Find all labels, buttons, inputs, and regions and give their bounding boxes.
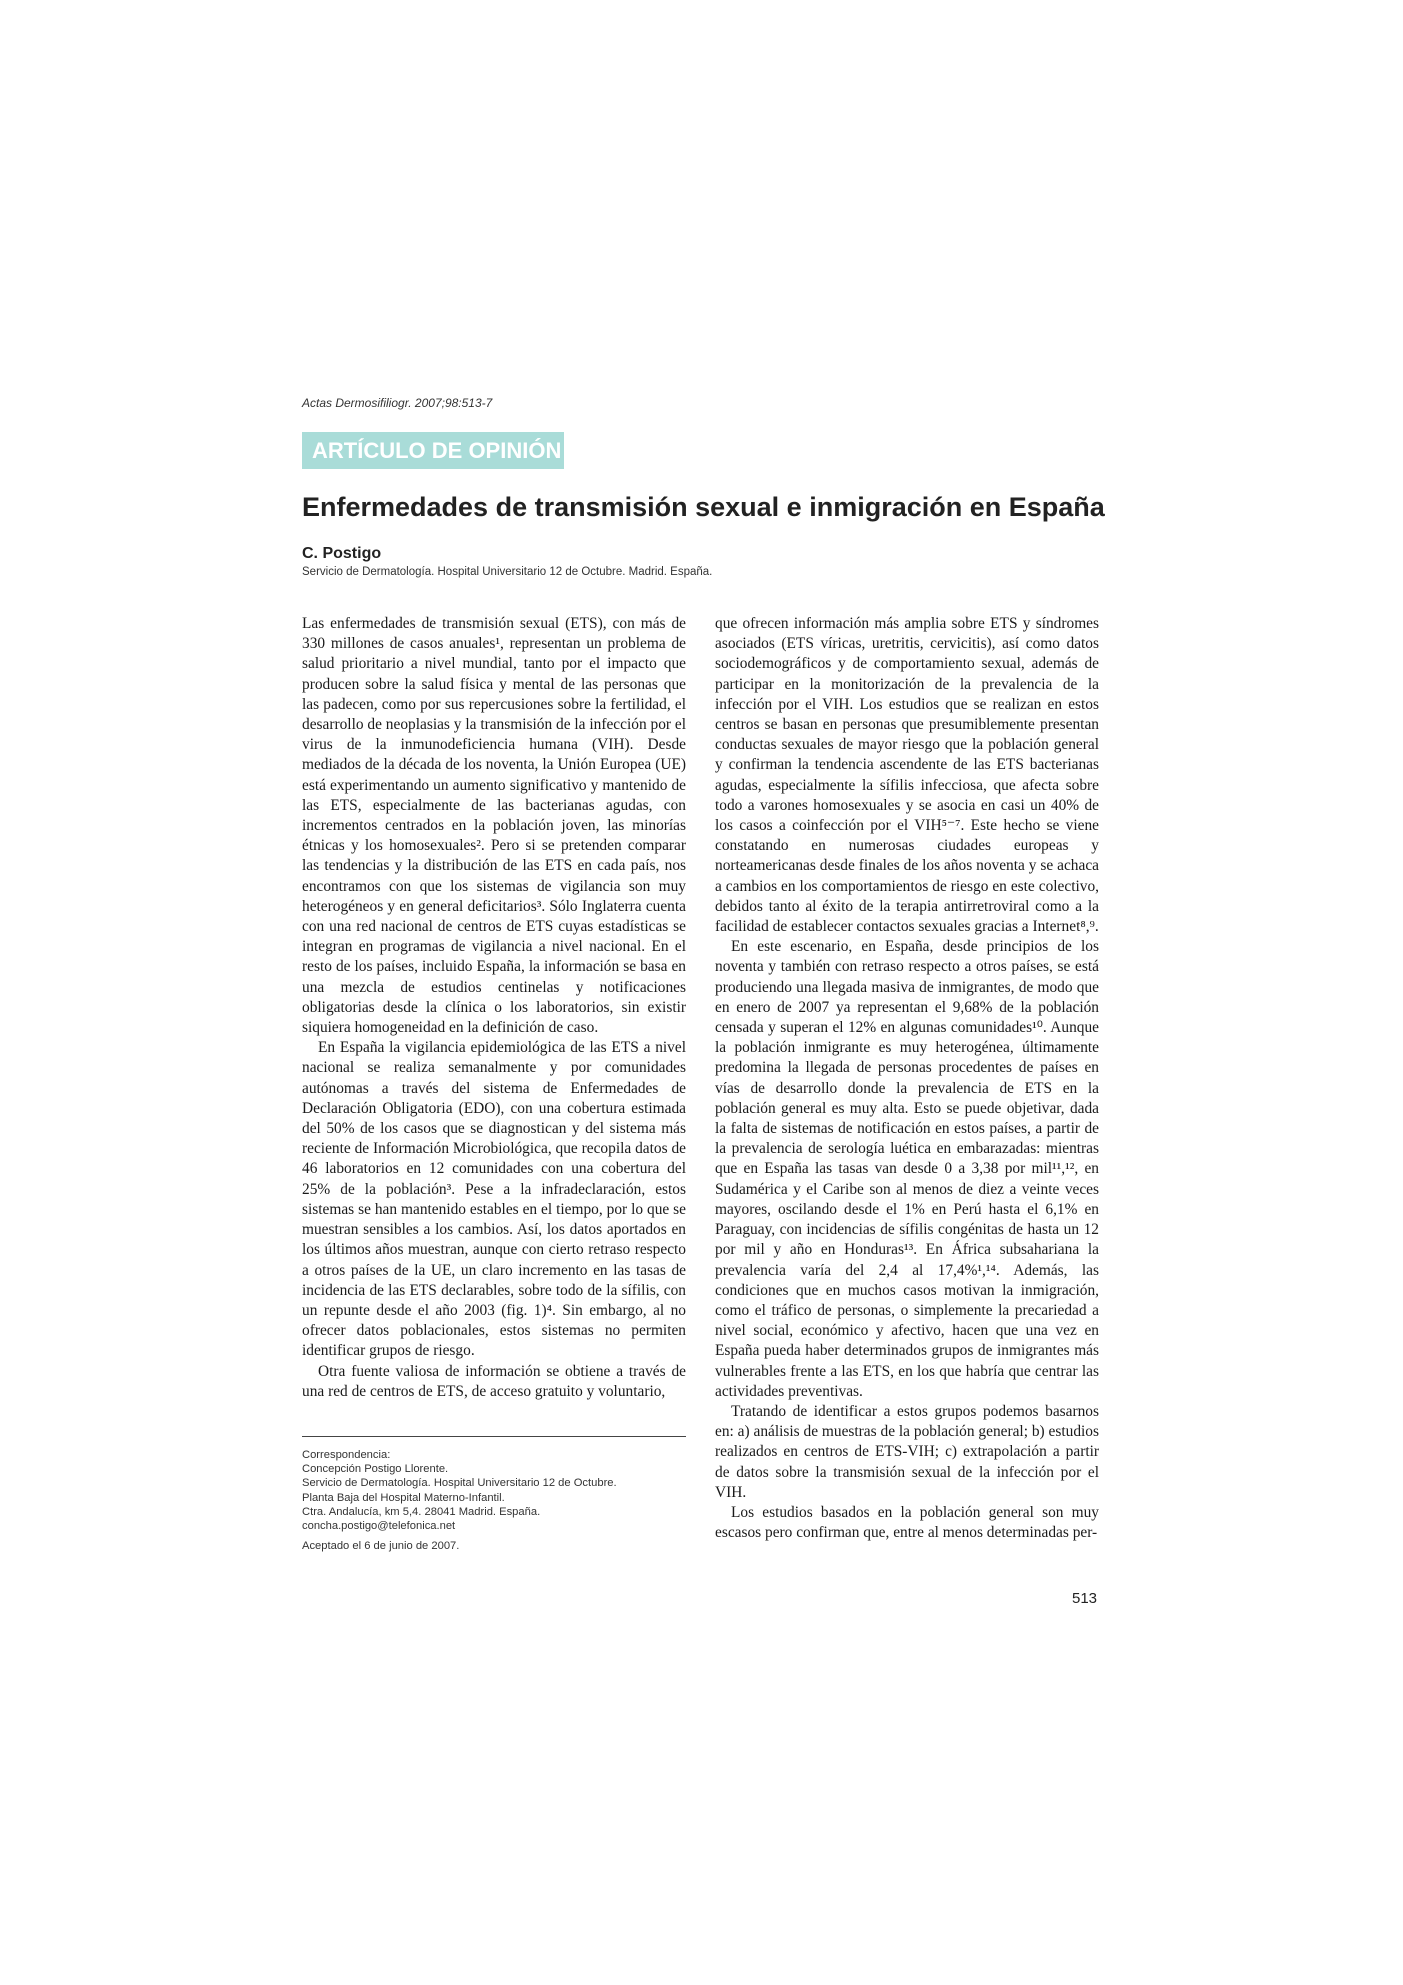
accepted-date: Aceptado el 6 de junio de 2007.: [302, 1540, 460, 1552]
paragraph: En España la vigilancia epidemiológica de las ETS a nivel nacional se realiza semanalmente y por comunidades autónomas a través del sistema de Enfermedades de Declaración Obligatoria (EDO), con una cobertura estimada del 50% de los casos que se diagnostican y del sistema más reciente de Información Microbiológica, que recopila datos de 46 laboratorios en 12 comunidades con una cobertura del 25% de la población³. Pese a la infradeclaración, estos sistemas se han mantenido estables en el tiempo, por lo que se muestran sensibles a los cambios. Así, los datos aportados en los últimos años muestran, aunque con cierto retraso respecto a otros países de la UE, un claro incremento en las tasas de incidencia de las ETS declarables, sobre todo de la sífilis, con un repunte desde el año 2003 (fig. 1)⁴. Sin embargo, al no ofrecer datos poblacionales, estos sistemas no permiten identificar grupos de riesgo.: [302, 1039, 686, 1360]
page-number: 513: [1072, 1590, 1098, 1607]
article-title: Enfermedades de transmisión sexual e inmigración en España: [302, 492, 1105, 522]
correspondence-line: Concepción Postigo Llorente.: [302, 1463, 449, 1476]
author-name: C. Postigo: [302, 545, 382, 562]
journal-citation: Actas Dermosifiliogr. 2007;98:513-7: [302, 396, 493, 410]
paragraph: Tratando de identificar a estos grupos podemos basarnos en: a) análisis de muestras de la población general; b) estudios realizados en centros de ETS-VIH; c) extrapolación a partir de datos sobre la transmisión sexual de la infección por el VIH.: [715, 1402, 1099, 1501]
correspondence-line: Planta Baja del Hospital Materno-Infantil.: [302, 1491, 505, 1504]
section-label: ARTÍCULO DE OPINIÓN: [302, 432, 564, 469]
correspondence-line: Ctra. Andalucía, km 5,4. 28041 Madrid. España.: [302, 1505, 541, 1518]
paragraph: Los estudios basados en la población general son muy escasos pero confirman que, entre al menos determinadas per-: [715, 1503, 1099, 1542]
footnote-divider: [302, 1436, 686, 1437]
correspondence-line: Correspondencia:: [302, 1449, 391, 1461]
paragraph: Otra fuente valiosa de información se obtiene a través de una red de centros de ETS, de acceso gratuito y voluntario,: [302, 1362, 686, 1400]
author-affiliation: Servicio de Dermatología. Hospital Universitario 12 de Octubre. Madrid. España.: [302, 566, 713, 578]
paragraph: En este escenario, en España, desde principios de los noventa y también con retraso respecto a otros países, se está produciendo una llegada masiva de inmigrantes, de modo que en enero de 2007 ya representan el 9,68% de la población censada y superan el 12% en algunas comunidades¹⁰. Aunque la población inmigrante es muy heterogénea, últimamente predomina la llegada de personas procedentes de países en vías de desarrollo donde la prevalencia de ETS en la población general es muy alta. Esto se puede objetivar, dada la falta de sistemas de notificación en estos países, a partir de la prevalencia de serología luética en embarazadas: mientras que en España las tasas van desde 0 a 3,38 por mil¹¹,¹², en Sudamérica y el Caribe son al menos de diez a veinte veces mayores, oscilando desde el 1% en Perú hasta el 6,1% en Paraguay, con incidencias de sífilis congénitas de hasta un 12 por mil y año en Honduras¹³. En África subsahariana la prevalencia varía del 2,4 al 17,4%¹,¹⁴. Además, las condiciones que en muchos casos motivan la inmigración, como el tráfico de personas, o simplemente la precariedad a nivel social, económico y afectivo, hacen que una vez en España pueda haber determinados grupos de inmigrantes más vulnerables frente a las ETS, en los que habría que centrar las actividades preventivas.: [715, 938, 1099, 1400]
correspondence-block: [302, 1448, 686, 1533]
correspondence-email: concha.postigo@telefonica.net: [302, 1520, 456, 1533]
paragraph: que ofrecen información más amplia sobre ETS y síndromes asociados (ETS víricas, uretritis, cervicitis), así como datos sociodemográficos y de comportamiento sexual, además de participar en la monitorización de la prevalencia de la infección por el VIH. Los estudios que se realizan en estos centros se basan en personas que presumiblemente presentan conductas sexuales de mayor riesgo que la población general y confirman la tendencia ascendente de las ETS bacterianas agudas, especialmente la sífilis infecciosa, que afecta sobre todo a varones homosexuales y se asocia en casi un 40% de los casos a coinfección por el VIH⁵⁻⁷. Este hecho se viene constatando en numerosas ciudades europeas y norteamericanas desde finales de los años noventa y se achaca a cambios en los comportamientos de riesgo en este colectivo, debidos tanto al éxito de la terapia antirretroviral como a la facilidad de establecer contactos sexuales gracias a Internet⁸,⁹.: [715, 615, 1099, 936]
body-column-left: [302, 614, 686, 1402]
body-column-right: [715, 614, 1099, 1543]
paragraph: Las enfermedades de transmisión sexual (ETS), con más de 330 millones de casos anuales¹, representan un problema de salud prioritario a nivel mundial, tanto por el impacto que producen sobre la salud física y mental de las personas que las padecen, como por sus repercusiones sobre la fertilidad, el desarrollo de neoplasias y la transmisión de la infección por el virus de la inmunodeficiencia humana (VIH). Desde mediados de la década de los noventa, la Unión Europea (UE) está experimentando un aumento significativo y mantenido de las ETS, especialmente de las bacterianas agudas, con incrementos centrados en la población joven, las minorías étnicas y los homosexuales². Pero si se pretenden comparar las tendencias y la distribución de las ETS en cada país, nos encontramos con que los sistemas de vigilancia son muy heterogéneos y en general deficitarios³. Sólo Inglaterra cuenta con una red nacional de centros de ETS cuyas estadísticas se integran en programas de vigilancia a nivel nacional. En el resto de los países, incluido España, la información se basa en una mezcla de estudios centinelas y notificaciones obligatorias desde la clínica o los laboratorios, sin existir siquiera homogeneidad en la definición de caso.: [302, 615, 686, 1037]
correspondence-line: Servicio de Dermatología. Hospital Universitario 12 de Octubre.: [302, 1477, 617, 1490]
